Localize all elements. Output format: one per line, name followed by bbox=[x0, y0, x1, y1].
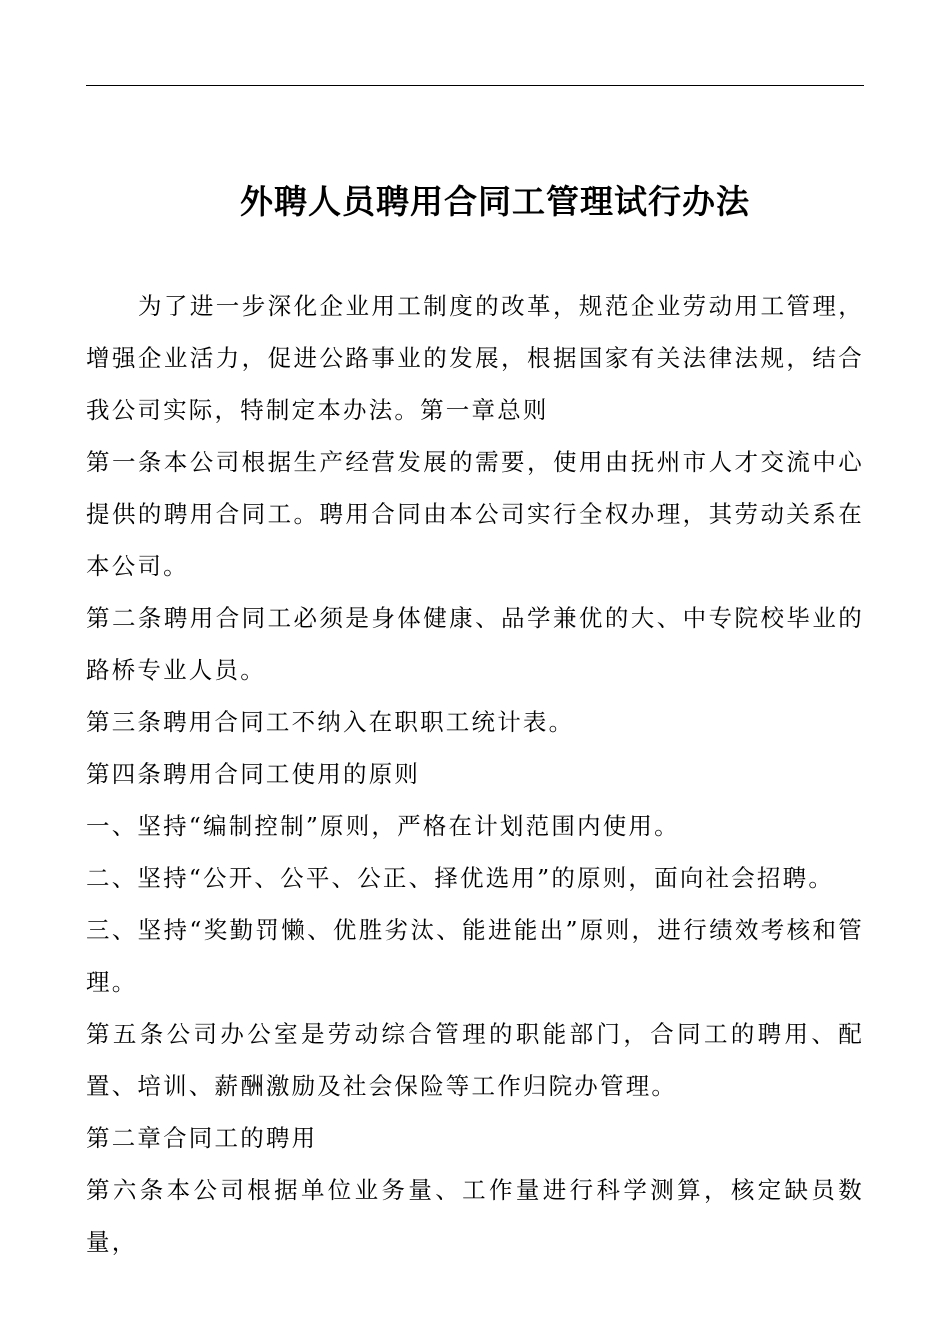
paragraph-principle-3: 三、坚持“奖勤罚懒、优胜劣汰、能进能出”原则，进行绩效考核和管理。 bbox=[86, 916, 864, 996]
paragraph-preamble: 为了进一步深化企业用工制度的改革，规范企业劳动用工管理，增强企业活力，促进公路事业的发展，根据国家有关法律法规，结合我公司实际，特制定本办法。第一章总则 bbox=[86, 292, 864, 424]
paragraph-article-4: 第四条聘用合同工使用的原则 bbox=[86, 760, 421, 788]
paragraph-article-5: 第五条公司办公室是劳动综合管理的职能部门，合同工的聘用、配置、培训、薪酬激励及社会保险等工作归院办管理。 bbox=[86, 1020, 864, 1100]
paragraph-article-6: 第六条本公司根据单位业务量、工作量进行科学测算，核定缺员数量， bbox=[86, 1176, 864, 1256]
paragraph-chapter-2-heading: 第二章合同工的聘用 bbox=[86, 1124, 318, 1152]
paragraph-principle-2: 二、坚持“公开、公平、公正、择优选用”的原则，面向社会招聘。 bbox=[86, 864, 835, 892]
document-title: 外聘人员聘用合同工管理试行办法 bbox=[240, 182, 750, 221]
document-body bbox=[86, 280, 864, 1268]
paragraph-principle-1: 一、坚持“编制控制”原则，严格在计划范围内使用。 bbox=[86, 812, 680, 840]
header-rule bbox=[86, 85, 864, 86]
paragraph-article-2: 第二条聘用合同工必须是身体健康、品学兼优的大、中专院校毕业的路桥专业人员。 bbox=[86, 604, 864, 684]
paragraph-article-3: 第三条聘用合同工不纳入在职职工统计表。 bbox=[86, 708, 575, 736]
paragraph-article-1: 第一条本公司根据生产经营发展的需要，使用由抚州市人才交流中心提供的聘用合同工。聘用合同由本公司实行全权办理，其劳动关系在本公司。 bbox=[86, 448, 864, 580]
